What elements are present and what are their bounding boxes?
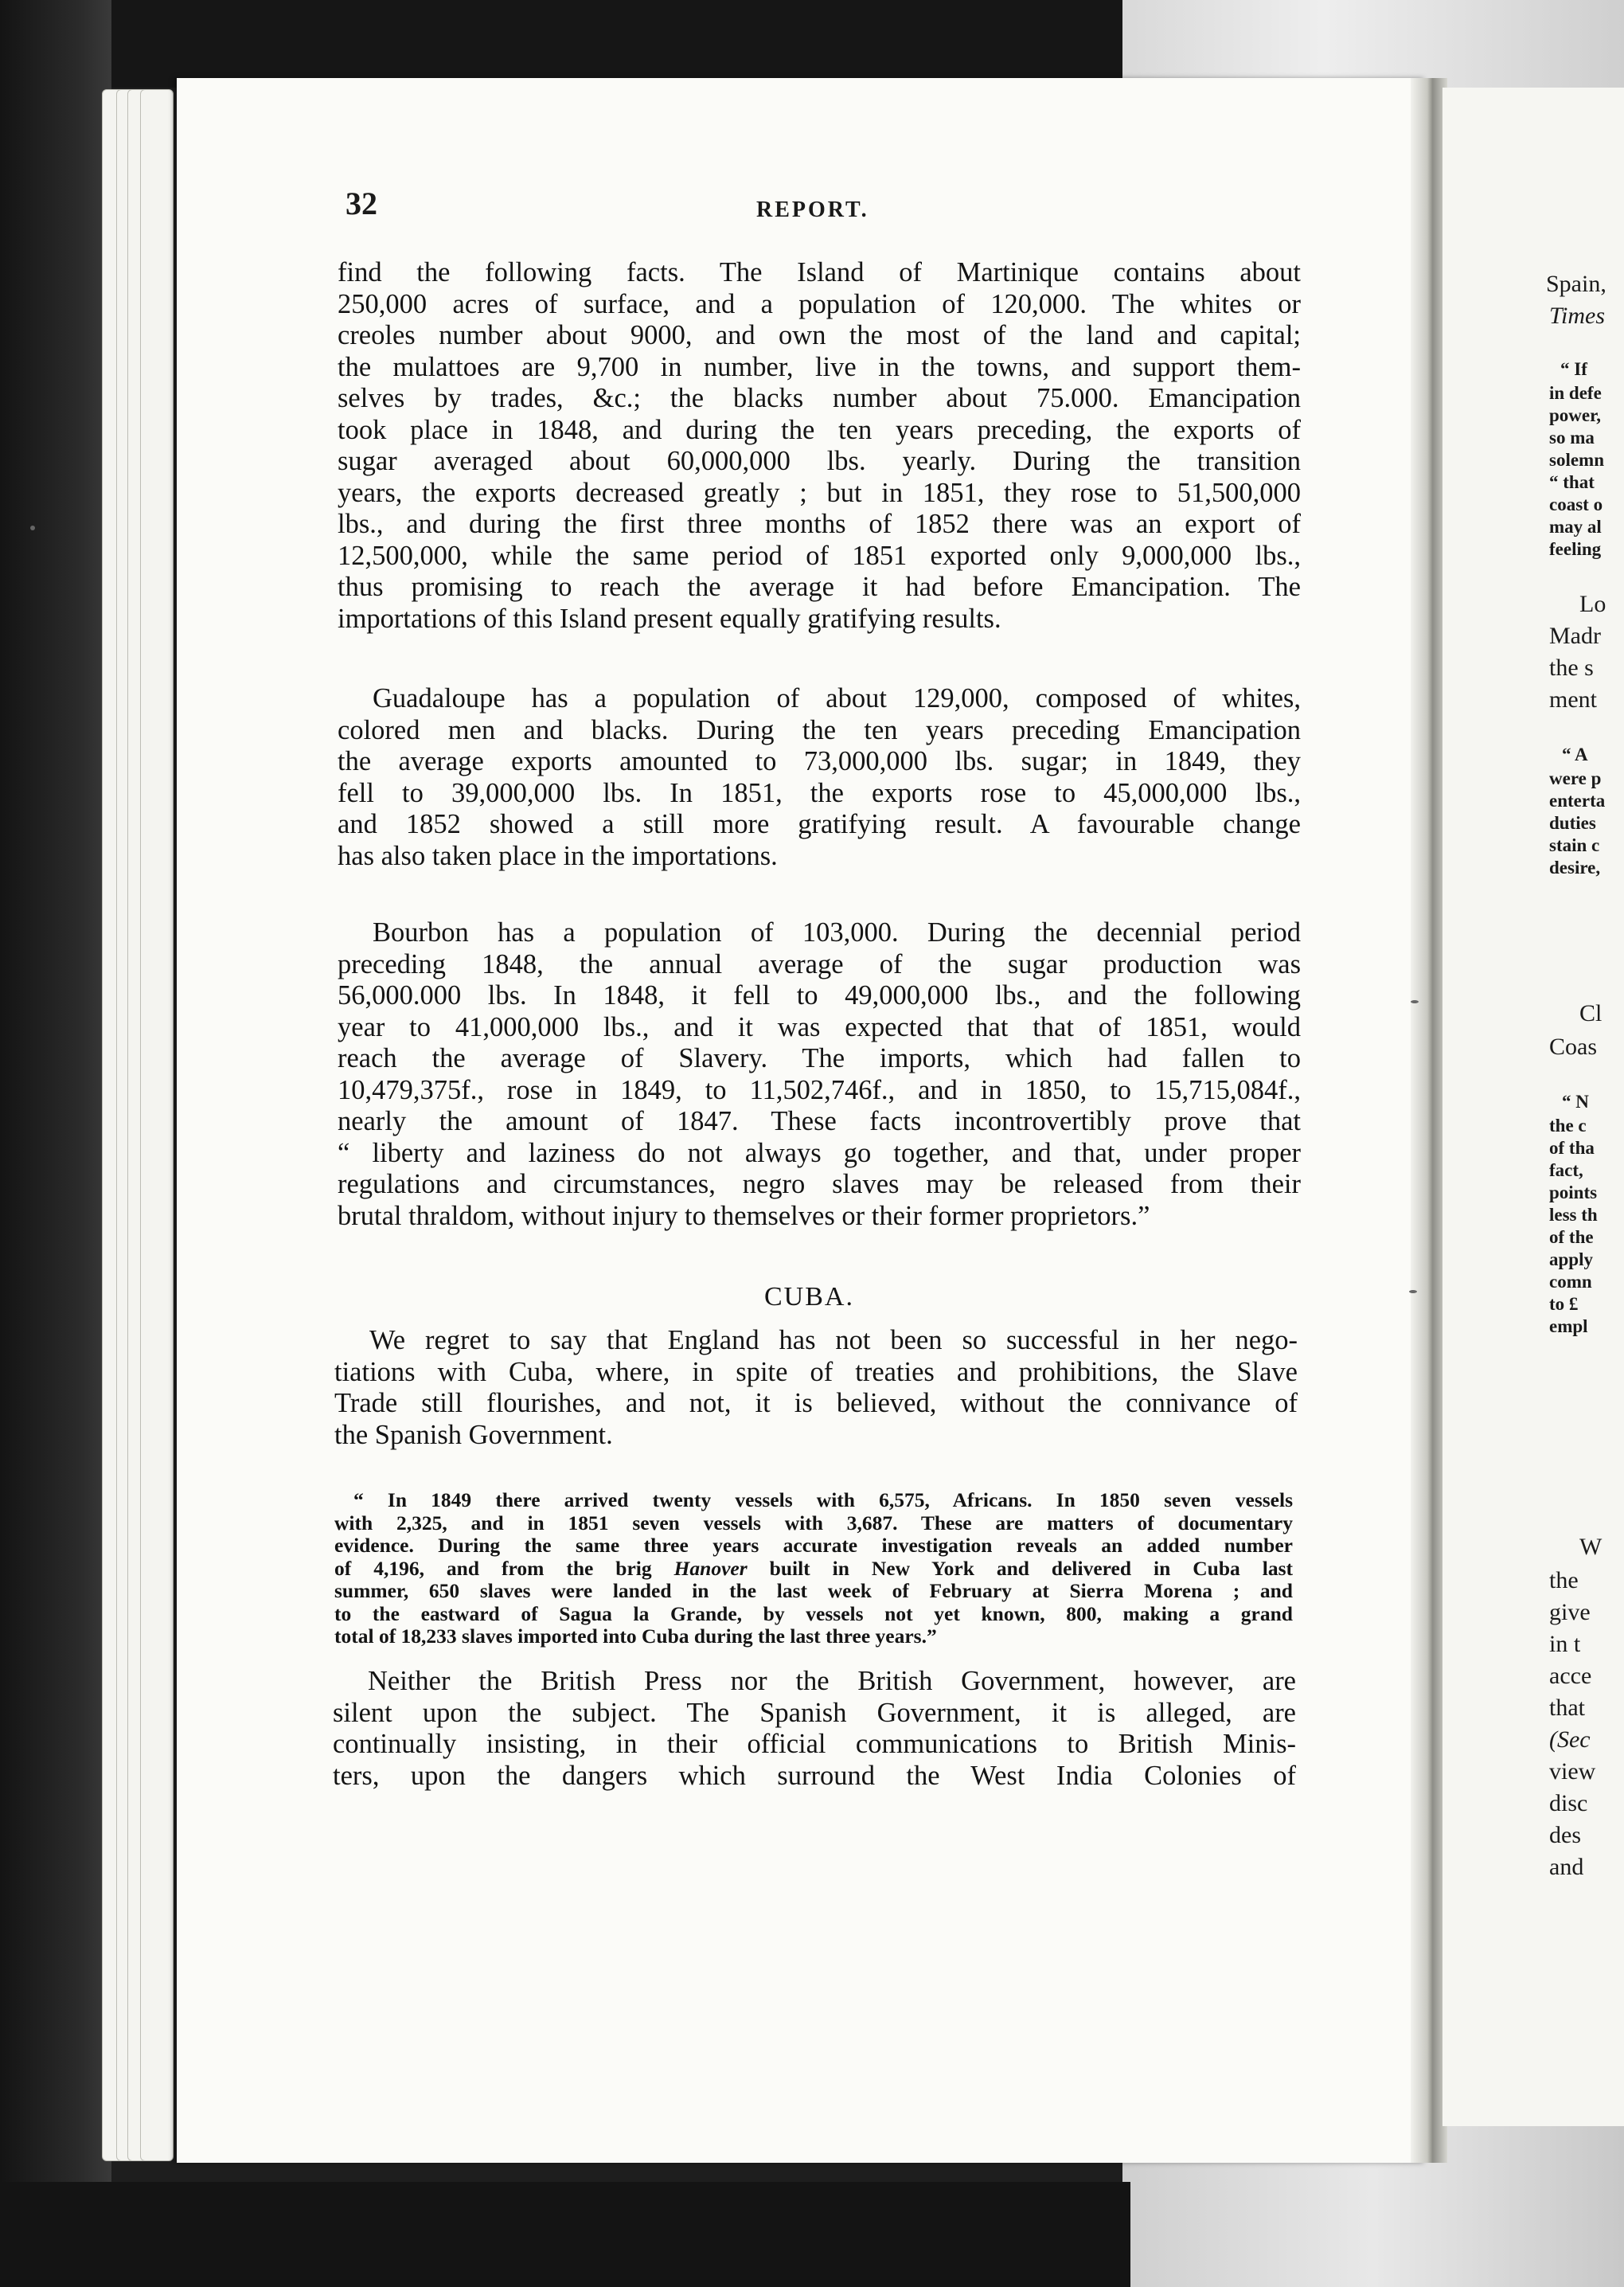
scan-fleck [1411, 1000, 1419, 1003]
facing-line: ment [1549, 686, 1597, 713]
facing-line: “ that [1549, 472, 1595, 492]
text-line: creoles number about 9000, and own the most of the land and capital; [338, 320, 1301, 350]
facing-line: so ma [1549, 428, 1595, 448]
paragraph-bourbon [338, 917, 1301, 1232]
text-line: selves by trades, &c.; the blacks number about 75.000. Emancipation [338, 383, 1301, 413]
facing-line: the s [1549, 655, 1594, 681]
facing-line: Spain, [1546, 271, 1606, 297]
text-line: 56,000.000 lbs. In 1848, it fell to 49,000,000 lbs., and the following [338, 980, 1301, 1011]
text-line: 250,000 acres of surface, and a population of 120,000. The whites or [338, 288, 1301, 319]
facing-line: duties [1549, 813, 1596, 833]
facing-line: of the [1549, 1227, 1594, 1247]
facing-line: in defe [1549, 383, 1602, 403]
facing-line: disc [1549, 1790, 1588, 1816]
facing-line: des [1549, 1822, 1581, 1848]
facing-line: the c [1549, 1116, 1587, 1136]
text-line: Guadaloupe has a population of about 129,000, composed of whites, [373, 683, 1301, 713]
facing-line: Times [1549, 303, 1606, 329]
paragraph-cuba [334, 1325, 1298, 1451]
facing-line: feeling [1549, 539, 1602, 559]
text-line: reach the average of Slavery. The imports, which had fallen to [338, 1043, 1301, 1073]
text-line: We regret to say that England has not been so successful in her nego- [369, 1325, 1298, 1355]
text-line: the Spanish Government. [334, 1419, 613, 1450]
facing-line: “ If [1560, 359, 1587, 379]
text-line: silent upon the subject. The Spanish Government, it is alleged, are [333, 1697, 1296, 1728]
running-head: REPORT. [756, 197, 869, 222]
text-line: 12,500,000, while the same period of 1851 exported only 9,000,000 lbs., [338, 540, 1301, 571]
facing-line: coast o [1549, 495, 1603, 514]
facing-line: that [1549, 1695, 1585, 1721]
text-line: year to 41,000,000 lbs., and it was expected that that of 1851, would [338, 1011, 1301, 1042]
text-line: 10,479,375f., rose in 1849, to 11,502,746f., and in 1850, to 15,715,084f., [338, 1074, 1301, 1105]
facing-line: apply [1549, 1249, 1593, 1269]
paragraph-guadaloupe [338, 683, 1301, 872]
paragraph-martinique [338, 257, 1301, 635]
text-line: Trade still flourishes, and not, it is believed, without the connivance of [334, 1388, 1298, 1418]
text-line: thus promising to reach the average it had before Emancipation. The [338, 572, 1301, 602]
facing-line: of tha [1549, 1138, 1595, 1158]
text-line: fell to 39,000,000 lbs. In 1851, the exports rose to 45,000,000 lbs., [338, 777, 1301, 808]
quote-line: evidence. During the same three years accurate investigation reveals an added number [334, 1534, 1293, 1557]
facing-page [1442, 88, 1624, 2126]
facing-line: to £ [1549, 1294, 1579, 1314]
facing-line: Cl [1579, 1000, 1603, 1026]
text-line: the average exports amounted to 73,000,000 lbs. sugar; in 1849, they [338, 746, 1301, 776]
quote-line-with-ship [334, 1558, 1293, 1581]
facing-line: desire, [1549, 858, 1601, 878]
section-heading-cuba: CUBA. [764, 1282, 854, 1312]
text-line: colored men and blacks. During the ten years preceding Emancipation [338, 714, 1301, 745]
quote-line: “ In 1849 there arrived twenty vessels with 6,575, Africans. In 1850 seven vessels [353, 1488, 1293, 1511]
quotation-block [334, 1489, 1293, 1648]
text-line: years, the exports decreased greatly ; but in 1851, they rose to 51,500,000 [338, 477, 1301, 508]
text-line: sugar averaged about 60,000,000 lbs. yearly. During the transition [338, 446, 1301, 476]
text-line: ters, upon the dangers which surround the West India Colonies of [333, 1760, 1296, 1791]
facing-line: stain c [1549, 835, 1600, 855]
scan-fleck [1409, 1290, 1417, 1293]
quote-line: total of 18,233 slaves imported into Cuba during the last three years.” [334, 1624, 937, 1648]
scan-background-left [0, 0, 111, 2287]
facing-line: “ N [1562, 1092, 1589, 1112]
ship-name: Hanover [673, 1556, 748, 1580]
text-line: importations of this Island present equally gratifying results. [338, 603, 1001, 634]
quote-fragment: of 4,196, and from the brig [334, 1556, 674, 1580]
facing-line: points [1549, 1183, 1598, 1202]
text-line: tiations with Cuba, where, in spite of treaties and prohibitions, the Slave [334, 1356, 1298, 1387]
facing-line: Coas [1549, 1034, 1597, 1060]
facing-line: less th [1549, 1205, 1598, 1225]
facing-line: empl [1549, 1316, 1588, 1336]
quote-line: summer, 650 slaves were landed in the last week of February at Sierra Morena ; and [334, 1579, 1293, 1602]
facing-line: the [1549, 1567, 1579, 1593]
facing-line: comn [1549, 1272, 1592, 1292]
scan-fleck [30, 526, 35, 530]
facing-line: may al [1549, 517, 1602, 537]
text-line: and 1852 showed a still more gratifying result. A favourable change [338, 809, 1301, 839]
text-line: “ liberty and laziness do not always go together, and that, under proper [338, 1137, 1301, 1168]
paragraph-british-press [333, 1666, 1296, 1792]
facing-line: enterta [1549, 791, 1606, 811]
facing-line: view [1549, 1758, 1596, 1785]
text-line: find the following facts. The Island of Martinique contains about [338, 257, 1301, 287]
page-number: 32 [345, 186, 377, 221]
text-line: continually insisting, in their official communications to British Minis- [333, 1729, 1296, 1759]
text-line: nearly the amount of 1847. These facts incontrovertibly prove that [338, 1106, 1301, 1136]
text-line: Neither the British Press nor the British Government, however, are [368, 1666, 1296, 1696]
page-edge [140, 89, 174, 2161]
facing-line: were p [1549, 768, 1602, 788]
facing-line: W [1579, 1534, 1603, 1560]
quote-line: with 2,325, and in 1851 seven vessels with 3,687. These are matters of documentary [334, 1511, 1293, 1534]
facing-line: Lo [1579, 591, 1606, 617]
facing-line: (Sec [1549, 1726, 1591, 1753]
facing-line: “ A [1562, 745, 1588, 764]
facing-line: fact, [1549, 1160, 1583, 1180]
facing-line: acce [1549, 1663, 1592, 1689]
text-line: the mulattoes are 9,700 in number, live in the towns, and support them- [338, 351, 1301, 382]
quote-fragment: built in New York and delivered in Cuba last [747, 1556, 1293, 1580]
quote-line: to the eastward of Sagua la Grande, by vessels not yet known, 800, making a grand [334, 1601, 1293, 1625]
text-line: took place in 1848, and during the ten years preceding, the exports of [338, 414, 1301, 445]
facing-line: in t [1549, 1631, 1581, 1657]
scan-background-bottom [0, 2182, 1130, 2287]
text-line: preceding 1848, the annual average of the sugar production was [338, 948, 1301, 979]
text-line: has also taken place in the importations. [338, 840, 778, 871]
text-line: regulations and circumstances, negro slaves may be released from their [338, 1169, 1301, 1199]
facing-line: solemn [1549, 450, 1604, 470]
text-line: Bourbon has a population of 103,000. During the decennial period [373, 917, 1301, 948]
facing-line: give [1549, 1599, 1591, 1625]
text-line: lbs., and during the first three months of 1852 there was an export of [338, 509, 1301, 539]
text-line: brutal thraldom, without injury to themselves or their former proprietors.” [338, 1200, 1150, 1231]
facing-line: Madr [1549, 623, 1601, 649]
facing-line: power, [1549, 405, 1601, 425]
facing-line: and [1549, 1854, 1584, 1880]
